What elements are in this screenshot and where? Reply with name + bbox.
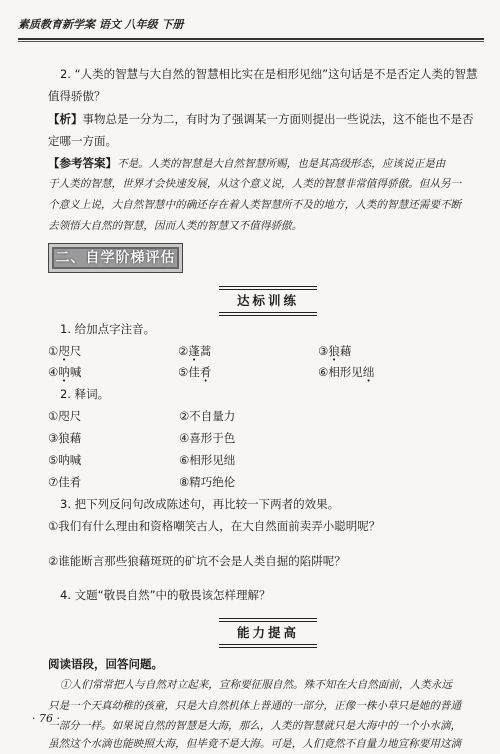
q1-row1 [48, 341, 488, 361]
analysis-line2: 定哪一方面。 [48, 134, 117, 148]
training-title: 达标训练 [219, 289, 317, 313]
reading-line1: ①人们常常把人与自然对立起来，宣称要征服自然。殊不知在大自然面前，人类永远 [60, 679, 452, 691]
answer-label: 【参考答案】 [48, 156, 117, 170]
question-2-line1: 2. “人类的智慧与大自然的智慧相比实在是相形见绌”这句话是不是否定人类的智慧 [60, 67, 478, 81]
answer-line2: 于人类的智慧，世界才会快速发展，从这个意义说，人类的智慧非常值得骄傲。但从另一 [48, 178, 462, 190]
q2b-item-1: ①咫尺 [48, 409, 82, 423]
answer-text: 不是。人类的智慧是大自然智慧所赐，也是其高级形态，应该说正是由 [117, 158, 446, 170]
analysis-text: 事物总是一分为二，有时为了强调某一方面则提出一些说法，这不能也不是否 [82, 112, 474, 126]
q2b-title: 2. 释词。 [60, 387, 110, 401]
analysis-label: 【析】 [48, 112, 83, 126]
q3-item-1: ①我们有什么理由和资格嘲笑古人，在大自然面前卖弄小聪明呢？ [48, 519, 381, 533]
reading-line2: 只是一个天真幼稚的孩童，只是大自然机体上普通的一部分，正像一株小草只是她的普通 [48, 700, 462, 712]
q3-title: 3. 把下列反问句改成陈述句，再比较一下两者的效果。 [60, 497, 340, 511]
q1-item-1: ①咫尺 [48, 344, 82, 358]
q2b-item-5: ⑤呐喊 [48, 453, 82, 467]
question-2-line2: 值得骄傲？ [48, 89, 106, 103]
q2b-item-8: ⑧精巧绝伦 [179, 475, 236, 489]
q1-row2 [48, 362, 488, 382]
answer-line1 [48, 154, 445, 174]
reading-line4: 虽然这个水滴也能映照大海，但毕竟不是大海。可是，人们竟然不自量力地宣称要用这滴 [48, 738, 462, 750]
q1-item-5: ⑤佳肴 [178, 365, 212, 379]
q4-title: 4. 文题“敬畏自然”中的敬畏该怎样理解？ [60, 588, 271, 602]
q1-item-6: ⑥相形见绌 [318, 365, 375, 379]
q1-title: 1. 给加点字注音。 [60, 322, 156, 336]
q2b-item-2: ②不自量力 [179, 409, 236, 423]
header-rule [18, 38, 484, 40]
section-title: 二、自学阶梯评估 [55, 250, 176, 266]
answer-line4: 去领悟大自然的智慧，因而人类的智慧又不值得骄傲。 [48, 220, 303, 232]
q3-item-2: ②谁能断言那些狼藉斑斑的矿坑不会是人类自掘的陷阱呢？ [48, 554, 346, 568]
reading-line3: 一部分一样。如果说自然的智慧是大海，那么，人类的智慧就只是大海中的一个小水滴， [48, 720, 462, 732]
q2b-item-3: ③狼藉 [48, 431, 82, 445]
reading-instruction: 阅读语段，回答问题。 [48, 657, 163, 671]
q2b-item-6: ⑥相形见绌 [179, 453, 236, 467]
q1-item-4: ④呐喊 [48, 365, 82, 379]
q2b-item-7: ⑦佳肴 [48, 475, 82, 489]
section-banner [48, 243, 183, 273]
analysis-line1 [48, 109, 474, 129]
running-header: 素质教育新学案 语文 八年级 下册 [18, 18, 184, 31]
q1-item-3: ③狼藉 [318, 344, 352, 358]
ability-title: 能力提高 [219, 621, 317, 645]
answer-line3: 个意义上说，大自然智慧中的确还存在着人类智慧所不及的地方，人类的智慧还需要不断 [48, 199, 462, 211]
header-rule-thin [18, 41, 484, 42]
q2b-item-4: ④喜形于色 [179, 431, 236, 445]
page-number: · 76 · [32, 712, 60, 725]
q1-item-2: ②蓬蒿 [178, 344, 212, 358]
